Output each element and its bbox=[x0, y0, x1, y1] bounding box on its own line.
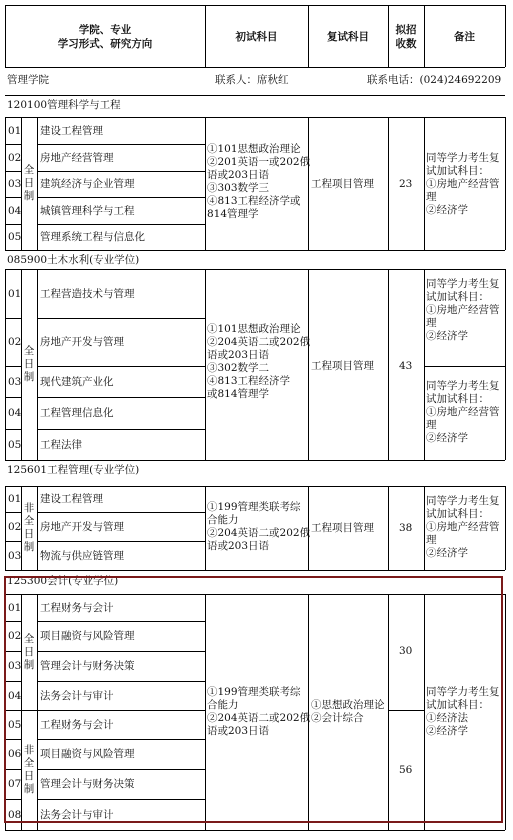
exam-subject: ②201英语一或202俄 bbox=[207, 156, 311, 168]
rule-vertical bbox=[205, 486, 206, 570]
exam-subject: ①199管理类联考综 bbox=[207, 501, 301, 513]
direction-name: 管理会计与财务决策 bbox=[40, 778, 135, 790]
exam-subject: ②204英语二或202俄 bbox=[207, 527, 311, 539]
direction-name: 工程财务与会计 bbox=[40, 601, 114, 614]
exam-subject: ③303数学三 bbox=[207, 182, 270, 194]
rule-horizontal bbox=[37, 397, 205, 398]
direction-number: 05 bbox=[8, 438, 22, 451]
rule-vertical bbox=[505, 486, 506, 570]
rule-horizontal bbox=[37, 429, 205, 430]
study-mode: 全日制 bbox=[23, 345, 35, 383]
rule-horizontal bbox=[5, 830, 505, 831]
direction-name: 建设工程管理 bbox=[40, 124, 103, 137]
rule-horizontal bbox=[5, 95, 505, 96]
note: 理 bbox=[426, 419, 437, 431]
exam-subject: 语或203日语 bbox=[207, 169, 270, 181]
retest-subject: 工程项目管理 bbox=[311, 522, 374, 534]
rule-horizontal bbox=[5, 67, 505, 68]
note: ②经济学 bbox=[426, 330, 468, 342]
rule-horizontal bbox=[5, 512, 21, 513]
header-dept: 学院、专业 bbox=[78, 24, 132, 36]
rule-vertical bbox=[505, 269, 506, 460]
direction-number: 04 bbox=[8, 689, 22, 702]
rule-horizontal bbox=[5, 171, 21, 172]
note: 同等学力考生复 bbox=[426, 278, 500, 290]
note: 试加试科目： bbox=[426, 291, 489, 303]
note: 试加试科目： bbox=[426, 508, 489, 520]
exam-subject: 语或203日语 bbox=[207, 725, 270, 737]
rule-horizontal bbox=[37, 318, 205, 319]
rule-horizontal bbox=[5, 5, 505, 6]
rule-vertical bbox=[424, 269, 425, 460]
school-contact: 联系人：席秋红 bbox=[215, 74, 289, 86]
study-mode: 全日制 bbox=[23, 632, 35, 671]
note: 同等学力考生复 bbox=[426, 686, 500, 698]
note: ②经济学 bbox=[426, 725, 468, 737]
exam-subject: 合能力 bbox=[207, 699, 239, 711]
header-quota-sub: 收数 bbox=[395, 38, 417, 50]
rule-horizontal bbox=[5, 318, 21, 319]
note: 理 bbox=[426, 534, 437, 546]
rule-vertical bbox=[505, 594, 506, 830]
rule-vertical bbox=[505, 5, 506, 67]
note: ②经济学 bbox=[426, 204, 468, 216]
rule-vertical bbox=[37, 486, 38, 570]
direction-name: 管理系统工程与信息化 bbox=[40, 231, 145, 243]
header-exam: 初试科目 bbox=[235, 31, 278, 43]
direction-number: 01 bbox=[8, 493, 22, 505]
study-mode: 非全日制 bbox=[23, 744, 35, 795]
exam-subject: 或814管理学 bbox=[207, 388, 270, 400]
direction-name: 项目融资与风险管理 bbox=[40, 748, 135, 760]
note: ①房地产经营管 bbox=[426, 304, 500, 316]
rule-horizontal bbox=[5, 144, 21, 145]
direction-name: 法务会计与审计 bbox=[40, 808, 114, 821]
rule-horizontal bbox=[5, 117, 505, 118]
direction-number: 02 bbox=[8, 151, 22, 164]
direction-name: 房地产开发与管理 bbox=[40, 520, 124, 533]
rule-horizontal bbox=[5, 397, 21, 398]
note: 同等学力考生复 bbox=[426, 495, 500, 507]
rule-vertical bbox=[388, 117, 389, 250]
rule-vertical bbox=[505, 117, 506, 250]
major-title: 125601工程管理(专业学位) bbox=[7, 464, 140, 476]
direction-name: 房地产经营管理 bbox=[40, 151, 114, 164]
direction-number: 08 bbox=[8, 808, 22, 821]
direction-number: 03 bbox=[8, 178, 22, 190]
quota: 43 bbox=[399, 360, 413, 372]
rule-vertical bbox=[308, 117, 309, 250]
direction-name: 管理会计与财务决策 bbox=[40, 660, 135, 672]
rule-horizontal bbox=[5, 250, 505, 251]
direction-number: 02 bbox=[8, 336, 22, 348]
note: ①房地产经营管 bbox=[426, 406, 500, 418]
note: 理 bbox=[426, 317, 437, 329]
study-mode: 全日制 bbox=[23, 164, 35, 202]
rule-horizontal bbox=[37, 224, 205, 225]
direction-number: 03 bbox=[8, 549, 22, 562]
note: 同等学力考生复 bbox=[426, 152, 500, 164]
direction-number: 05 bbox=[8, 231, 22, 243]
rule-horizontal bbox=[424, 366, 505, 367]
direction-name: 物流与供应链管理 bbox=[40, 549, 124, 562]
rule-horizontal bbox=[5, 366, 21, 367]
exam-subject: ②204英语二或202俄 bbox=[207, 336, 311, 348]
rule-horizontal bbox=[37, 144, 205, 145]
rule-vertical bbox=[37, 117, 38, 250]
direction-name: 现代建筑产业化 bbox=[40, 375, 114, 388]
exam-subject: ④813工程经济学或 bbox=[207, 195, 301, 207]
school-phone: 联系电话：(024)24692209 bbox=[367, 74, 502, 86]
quota: 23 bbox=[399, 178, 413, 190]
direction-number: 02 bbox=[8, 520, 22, 533]
direction-name: 工程财务与会计 bbox=[40, 718, 114, 731]
direction-number: 03 bbox=[8, 660, 22, 672]
rule-vertical bbox=[388, 269, 389, 460]
rule-vertical bbox=[205, 117, 206, 250]
direction-name: 项目融资与风险管理 bbox=[40, 630, 135, 642]
rule-vertical bbox=[5, 269, 6, 460]
major-title: 125300会计(专业学位) bbox=[7, 575, 119, 587]
exam-subject: ③302数学二 bbox=[207, 362, 270, 374]
direction-number: 01 bbox=[8, 287, 22, 300]
quota: 56 bbox=[399, 764, 413, 776]
direction-name: 法务会计与审计 bbox=[40, 689, 114, 702]
direction-name: 建设工程管理 bbox=[40, 493, 103, 505]
rule-vertical bbox=[5, 486, 6, 570]
rule-horizontal bbox=[37, 171, 205, 172]
retest-subject: 工程项目管理 bbox=[311, 178, 374, 190]
rule-vertical bbox=[424, 117, 425, 250]
rule-horizontal bbox=[37, 512, 205, 513]
direction-number: 06 bbox=[8, 748, 22, 760]
study-mode: 非全日制 bbox=[23, 502, 35, 553]
note: ①房地产经营管 bbox=[426, 521, 500, 533]
rule-vertical bbox=[37, 269, 38, 460]
direction-name: 工程营造技术与管理 bbox=[40, 287, 135, 300]
major-title: 120100管理科学与工程 bbox=[7, 99, 121, 111]
header-retest: 复试科目 bbox=[327, 31, 369, 43]
direction-name: 建筑经济与企业管理 bbox=[40, 178, 135, 190]
note: ②经济学 bbox=[426, 432, 468, 444]
retest-subject: ②会计综合 bbox=[311, 712, 364, 724]
rule-horizontal bbox=[5, 570, 505, 571]
rule-vertical bbox=[5, 117, 6, 250]
rule-vertical bbox=[205, 269, 206, 460]
rule-horizontal bbox=[5, 269, 505, 270]
major-title: 085900土木水利(专业学位) bbox=[7, 254, 140, 266]
direction-number: 04 bbox=[8, 204, 22, 217]
note: 同等学力考生复 bbox=[426, 380, 500, 392]
retest-subject: 工程项目管理 bbox=[311, 360, 374, 372]
direction-name: 工程法律 bbox=[40, 438, 82, 451]
note: ①经济法 bbox=[426, 712, 468, 724]
exam-subject: ①101思想政治理论 bbox=[207, 323, 301, 335]
exam-subject: 合能力 bbox=[207, 514, 239, 526]
school-name: 管理学院 bbox=[7, 74, 49, 86]
exam-subject: 语或203日语 bbox=[207, 540, 270, 552]
rule-horizontal bbox=[5, 460, 505, 461]
highlight-box bbox=[4, 576, 503, 823]
direction-number: 07 bbox=[8, 778, 22, 790]
rule-vertical bbox=[424, 486, 425, 570]
note: ②经济学 bbox=[426, 547, 468, 559]
direction-number: 05 bbox=[8, 718, 22, 731]
exam-subject: 814管理学 bbox=[207, 208, 259, 220]
rule-horizontal bbox=[37, 541, 205, 542]
header-quota: 拟招 bbox=[395, 24, 417, 36]
direction-name: 城镇管理科学与工程 bbox=[40, 204, 135, 217]
retest-subject: ①思想政治理论 bbox=[311, 699, 385, 711]
note: ①房地产经营管 bbox=[426, 178, 500, 190]
direction-name: 房地产开发与管理 bbox=[40, 336, 124, 348]
rule-horizontal bbox=[37, 366, 205, 367]
direction-number: 01 bbox=[8, 124, 22, 137]
direction-number: 04 bbox=[8, 407, 22, 419]
header-note: 备注 bbox=[454, 31, 475, 43]
rule-horizontal bbox=[5, 429, 21, 430]
note: 试加试科目： bbox=[426, 165, 489, 177]
quota: 38 bbox=[399, 522, 413, 534]
rule-horizontal bbox=[5, 486, 505, 487]
rule-horizontal bbox=[5, 197, 21, 198]
note: 理 bbox=[426, 191, 437, 203]
exam-subject: 语或203日语 bbox=[207, 349, 270, 361]
exam-subject: ①101思想政治理论 bbox=[207, 143, 301, 155]
direction-name: 工程管理信息化 bbox=[40, 407, 114, 419]
exam-subject: ①199管理类联考综 bbox=[207, 686, 301, 698]
direction-number: 01 bbox=[8, 601, 22, 614]
quota: 30 bbox=[399, 645, 413, 657]
rule-horizontal bbox=[5, 224, 21, 225]
exam-subject: ②204英语二或202俄 bbox=[207, 712, 311, 724]
header-dept-sub: 学习形式、研究方向 bbox=[57, 38, 153, 50]
rule-vertical bbox=[308, 269, 309, 460]
direction-number: 03 bbox=[8, 375, 22, 388]
rule-vertical bbox=[388, 486, 389, 570]
rule-horizontal bbox=[37, 197, 205, 198]
note: 试加试科目： bbox=[426, 393, 489, 405]
direction-number: 02 bbox=[8, 630, 22, 642]
rule-horizontal bbox=[5, 541, 21, 542]
exam-subject: ④813工程经济学 bbox=[207, 375, 291, 387]
note: 试加试科目： bbox=[426, 699, 489, 711]
